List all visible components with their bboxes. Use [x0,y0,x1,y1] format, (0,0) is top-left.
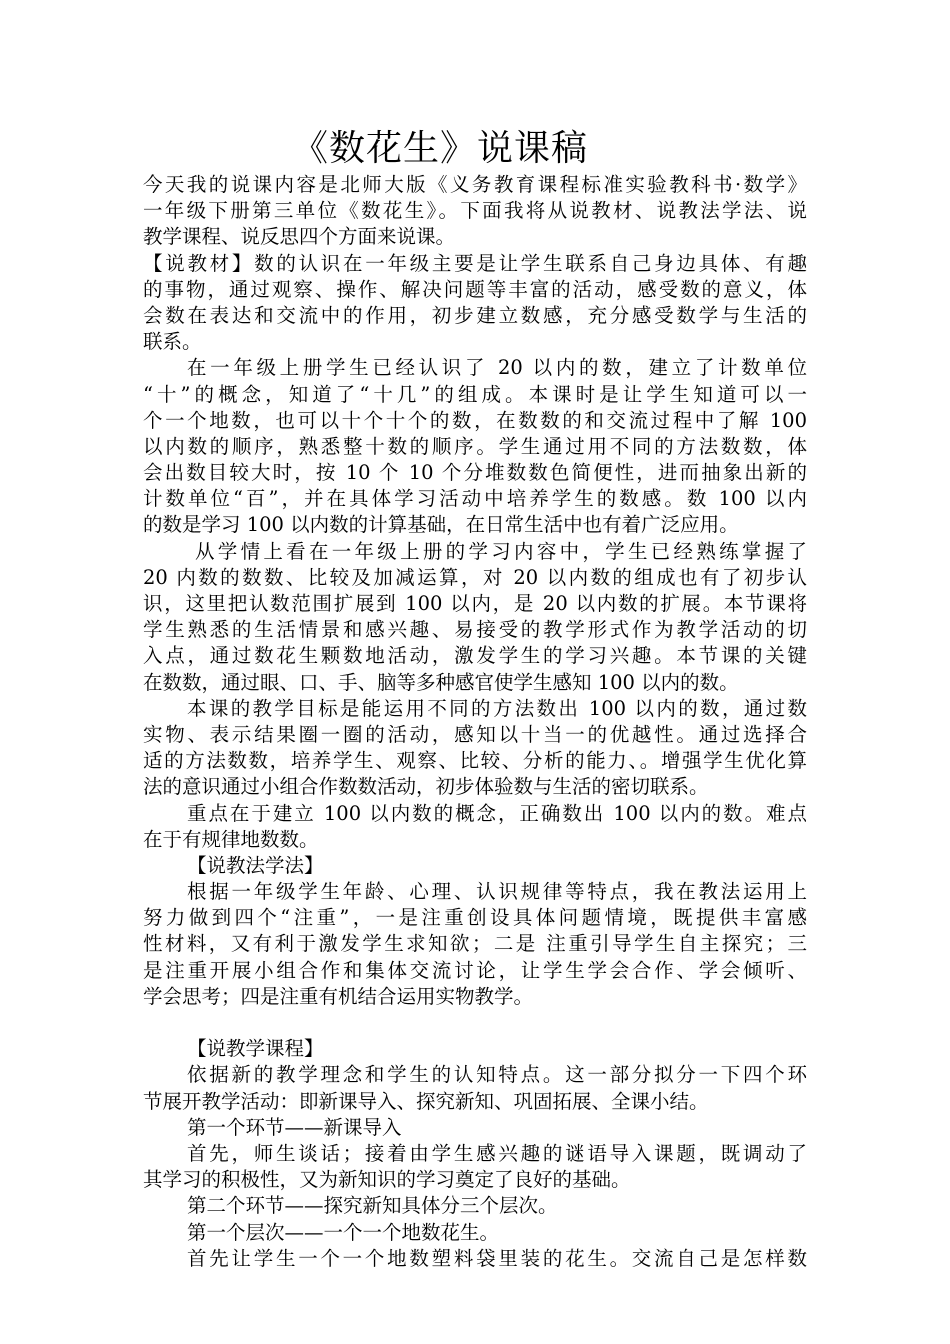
paragraph-line: 在于有规律地数数。 [143,827,319,851]
paragraph-line: 今天我的说课内容是北师大版《义务教育课程标准实验教科书·数学》 [143,173,807,196]
paragraph-line: 识，这里把认数范围扩展到 100 以内，是 20 以内数的扩展。本节课将 [143,592,807,615]
paragraph-line: 会出数目较大时，按 10 个 10 个分堆数数色简便性，进而抽象出新的 [143,461,807,485]
paragraph-line: 学会思考；四是注重有机结合运用实物教学。 [143,984,534,1008]
paragraph-line: 教学课程、说反思四个方面来说课。 [143,225,456,249]
paragraph-line: 其学习的积极性，又为新知识的学习奠定了良好的基础。 [143,1168,631,1192]
paragraph-line: 节展开教学活动：即新课导入、探究新知、巩固拓展、全课小结。 [143,1089,709,1113]
paragraph-line: 个一个地数，也可以十个十个的数，在数数的和交流过程中了解 100 [143,408,807,432]
document-title: 《数花生》说课稿 [291,128,588,169]
section-heading: 【说教法学法】 [187,853,324,877]
paragraph-line: 计数单位“百”，并在具体学习活动中培养学生的数感。数 100 以内 [143,487,807,511]
paragraph-line: 学生熟悉的生活情景和感兴趣、易接受的教学形式作为教学活动的切 [143,618,807,642]
paragraph-line: 会数在表达和交流中的作用，初步建立数感，充分感受数学与生活的 [143,303,807,327]
blank-line [143,1010,807,1036]
paragraph-line: 重点在于建立 100 以内数的概念，正确数出 100 以内的数。难点 [187,801,807,825]
paragraph-line: 本课的教学目标是能运用不同的方法数出 100 以内的数，通过数 [187,696,807,720]
paragraph-line: 入点，通过数花生颗数地活动，激发学生的学习兴趣。本节课的关键 [143,644,807,668]
paragraph-line: 在数数，通过眼、口、手、脑等多种感官使学生感知 100 以内的数。 [143,670,739,694]
paragraph-line: “十”的概念，知道了“十几”的组成。本课时是让学生知道可以一 [143,382,807,406]
paragraph-line: 根据一年级学生年龄、心理、认识规律等特点，我在教法运用上 [187,880,807,904]
subsection-heading: 第二个环节——探究新知具体分三个层次。 [187,1194,558,1218]
subsection-heading: 第一个层次——一个一个地数花生。 [187,1220,500,1244]
paragraph-line: 【说教材】数的认识在一年级主要是让学生联系自己身边具体、有趣 [143,251,807,275]
paragraph-line: 是注重开展小组合作和集体交流讨论，让学生学会合作、学会倾听、 [143,958,807,982]
paragraph-line: 首先让学生一个一个地数塑料袋里装的花生。交流自己是怎样数 [187,1246,807,1270]
paragraph-line: 从学情上看在一年级上册的学习内容中，学生已经熟练掌握了 [195,539,807,563]
paragraph-line: 一年级下册第三单位《数花生》。下面我将从说教材、说教法学法、说 [143,199,807,223]
paragraph-line: 20 内数的数数、比较及加减运算，对 20 以内数的组成也有了初步认 [143,565,807,589]
paragraph-line: 首先，师生谈话；接着由学生感兴趣的谜语导入课题，既调动了 [187,1141,807,1165]
subsection-heading: 第一个环节——新课导入 [187,1115,402,1139]
paragraph-line: 联系。 [143,330,202,354]
section-heading: 【说教学课程】 [187,1037,324,1061]
paragraph-line: 性材料，又有利于激发学生求知欲；二是 注重引导学生自主探究；三 [143,932,807,956]
paragraph-line: 依据新的教学理念和学生的认知特点。这一部分拟分一下四个环 [187,1063,807,1087]
paragraph-line: 的数是学习 100 以内数的计算基础，在日常生活中也有着广泛应用。 [143,513,739,537]
paragraph-line: 适的方法数数，培养学生、观察、比较、分析的能力、。增强学生优化算 [143,749,807,773]
paragraph-line: 以内数的顺序，熟悉整十数的顺序。学生通过用不同的方法数数，体 [143,434,807,458]
paragraph-line: 在一年级上册学生已经认识了 20 以内的数，建立了计数单位 [187,356,807,380]
paragraph-line: 实物、表示结果圈一圈的活动，感知以十当一的优越性。通过选择合 [143,722,807,746]
document-body [143,172,807,1272]
paragraph-line: 努力做到四个“注重”，一是注重创设具体问题情境，既提供丰富感 [143,906,807,930]
paragraph-line: 法的意识通过小组合作数数活动，初步体验数与生活的密切联系。 [143,775,709,799]
paragraph-line: 的事物，通过观察、操作、解决问题等丰富的活动，感受数的意义，体 [143,277,807,301]
